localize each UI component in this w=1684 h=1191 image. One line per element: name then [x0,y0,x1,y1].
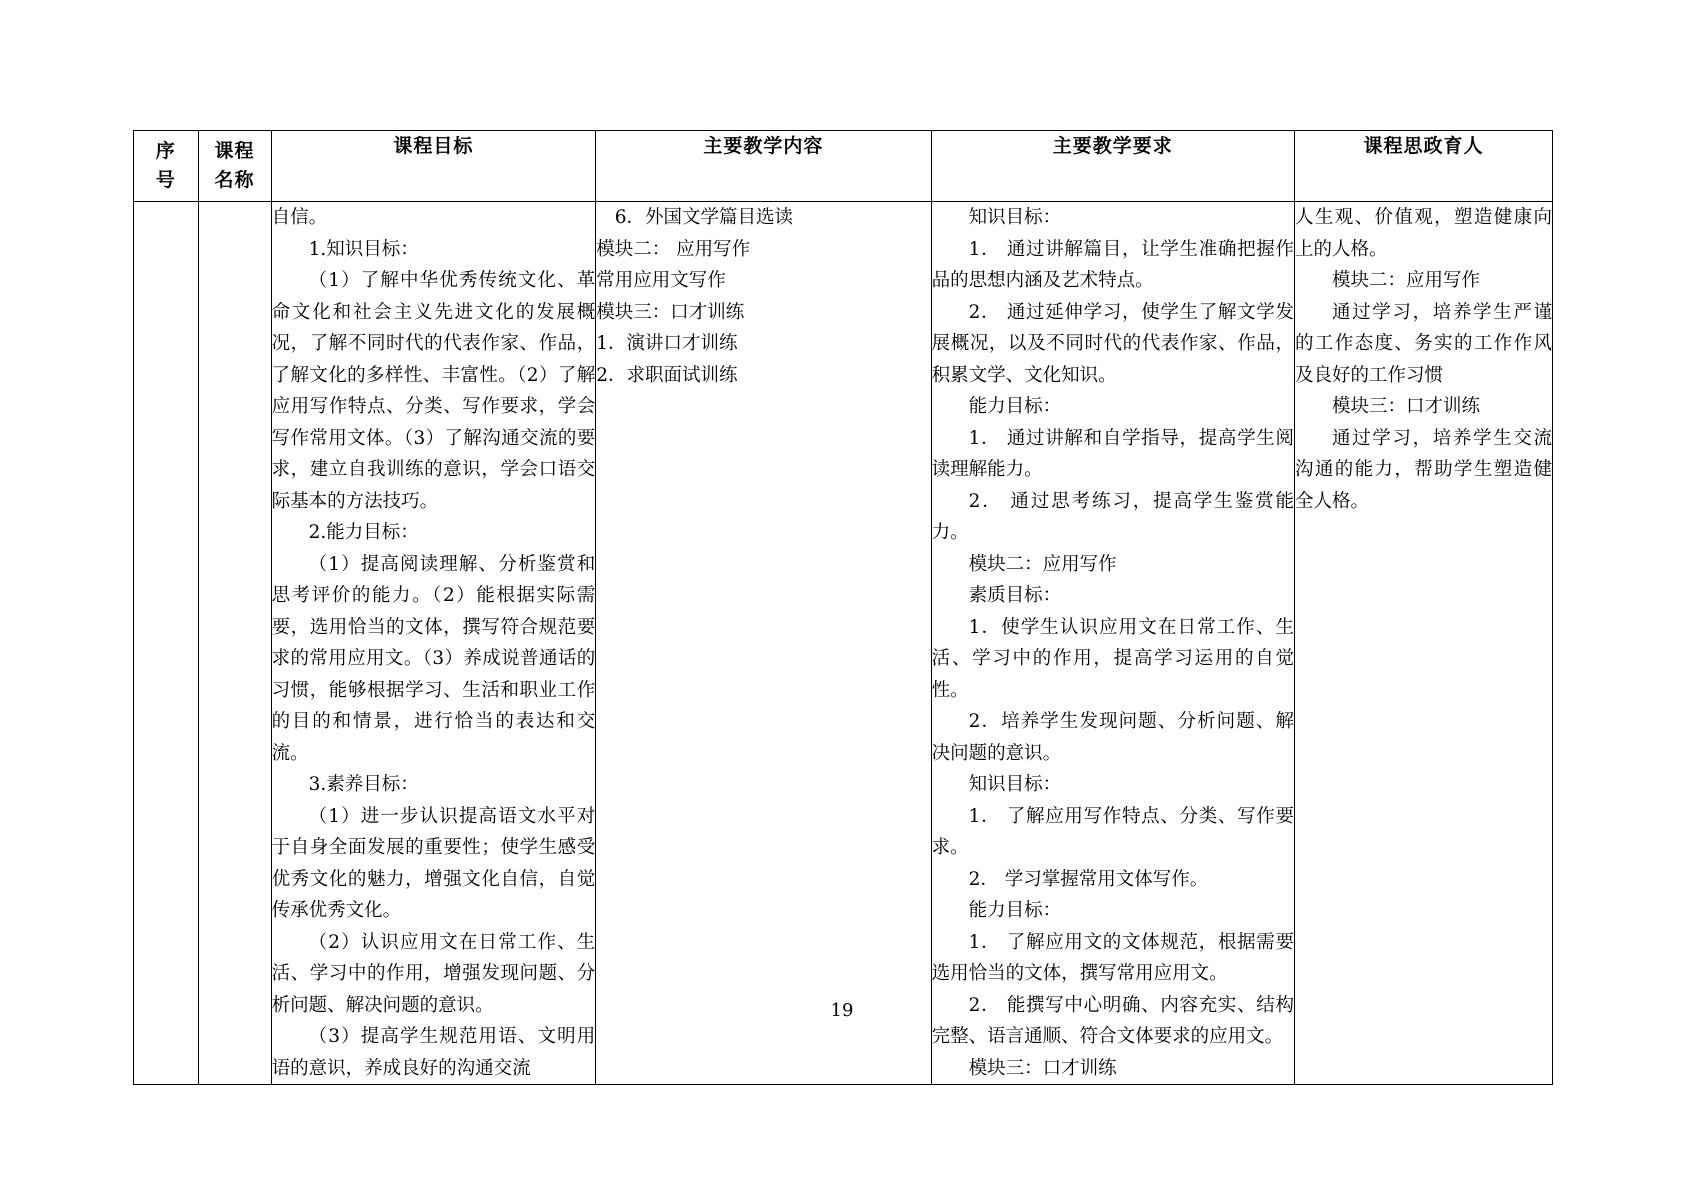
content-para-0: 6．外国文学篇目选读 [614,207,794,228]
require-para-1: 1． 通过讲解篇目，让学生准确把握作品的思想内涵及艺术特点。 [931,238,1294,291]
column-header-course-name-line1: 课程 [214,140,255,162]
cell-course-goal [271,202,596,1085]
ideology-para-1: 模块二：应用写作 [1331,270,1480,291]
require-para-16: 模块三：口才训练 [968,1057,1117,1079]
goal-para-3: 2.能力目标： [308,522,419,543]
goal-para-8: （3）提高学生规范用语、文明用语的意识，养成良好的沟通交流 [271,1026,596,1079]
goal-para-0: 自信。 [271,207,328,228]
require-para-11: 1． 了解应用写作特点、分类、写作要求。 [931,805,1294,858]
require-para-13: 能力目标： [968,900,1062,921]
ideology-para-2: 通过学习，培养学生严谨的工作态度、务实的工作作风及良好的工作习惯 [1294,301,1552,386]
column-header-main-content: 主要教学内容 [596,131,931,202]
require-para-5: 2． 通过思考练习，提高学生鉴赏能力。 [931,490,1294,543]
cell-main-content [596,202,931,1085]
column-header-course-goal: 课程目标 [271,131,596,202]
require-para-10: 知识目标： [968,774,1062,795]
require-para-15: 2． 能撰写中心明确、内容充实、结构完整、语言通顺、符合文体要求的应用文。 [931,994,1294,1047]
content-para-2: 常用应用文写作 [596,270,726,291]
goal-para-2: （1）了解中华优秀传统文化、革命文化和社会主义先进文化的发展概况，了解不同时代的代表作家、作品，了解文化的多样性、丰富性。（2）了解应用写作特点、分类、写作要求，学会写作常用文体。（3）了解沟通交流的要求，建立自我训练的意识，学会口语交际基本的方法技巧。 [271,270,596,512]
require-para-6: 模块二：应用写作 [968,553,1117,575]
column-header-sequence-line1: 序 [155,140,176,162]
column-header-course-name-line2: 名称 [214,169,255,191]
content-para-3: 模块三：口才训练 [596,301,745,323]
course-table [133,130,1553,1085]
require-para-4: 1． 通过讲解和自学指导，提高学生阅读理解能力。 [931,427,1294,480]
ideology-para-3: 模块三：口才训练 [1331,396,1480,417]
content-para-5: 2．求职面试训练 [596,364,738,386]
goal-para-5: 3.素养目标： [308,774,419,795]
require-para-0: 知识目标： [968,207,1062,228]
column-header-ideological-education: 课程思政育人 [1294,131,1552,202]
goal-para-7: （2）认识应用文在日常工作、生活、学习中的作用，增强发现问题、分析问题、解决问题的意识。 [271,931,596,1016]
require-para-3: 能力目标： [968,396,1062,417]
column-header-course-name [198,131,271,202]
require-para-14: 1． 了解应用文的文体规范，根据需要选用恰当的文体，撰写常用应用文。 [931,931,1294,984]
ideology-para-0: 人生观、价值观，塑造健康向上的人格。 [1294,207,1552,260]
column-header-sequence [134,131,199,202]
require-para-2: 2． 通过延伸学习，使学生了解文学发展概况，以及不同时代的代表作家、作品，积累文学、文化知识。 [931,301,1294,386]
goal-para-1: 1.知识目标： [308,238,419,260]
content-para-4: 1．演讲口才训练 [596,333,738,354]
column-header-sequence-line2: 号 [155,169,176,191]
require-para-12: 2． 学习掌握常用文体写作。 [968,868,1209,890]
cell-ideological-education [1294,202,1552,1085]
content-para-1: 模块二： 应用写作 [596,238,751,260]
course-table-container [133,130,1553,1085]
cell-course-name [198,202,271,1085]
column-header-main-requirement: 主要教学要求 [931,131,1294,202]
cell-main-requirement [931,202,1294,1085]
ideology-para-4: 通过学习，培养学生交流沟通的能力，帮助学生塑造健全人格。 [1294,427,1552,512]
page-number: 19 [830,1000,854,1021]
table-row [134,202,1553,1085]
cell-sequence [134,202,199,1085]
goal-para-4: （1）提高阅读理解、分析鉴赏和思考评价的能力。（2）能根据实际需要，选用恰当的文体，撰写符合规范要求的常用应用文。（3）养成说普通话的习惯，能够根据学习、生活和职业工作的目的和情景，进行恰当的表达和交流。 [271,553,596,764]
require-para-8: 1．使学生认识应用文在日常工作、生活、学习中的作用，提高学习运用的自觉性。 [931,616,1294,701]
table-header-row [134,131,1553,202]
require-para-9: 2．培养学生发现问题、分析问题、解决问题的意识。 [931,711,1294,764]
goal-para-6: （1）进一步认识提高语文水平对于自身全面发展的重要性；使学生感受优秀文化的魅力，增强文化自信，自觉传承优秀文化。 [271,805,596,921]
require-para-7: 素质目标： [968,585,1062,606]
